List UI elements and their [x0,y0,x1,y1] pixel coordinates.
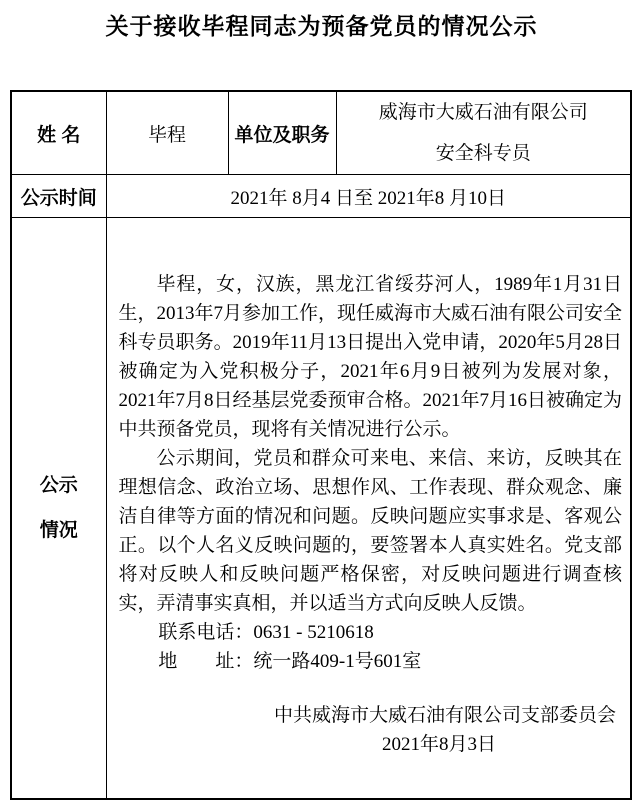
date-line: 2021年8月3日 [381,734,496,755]
unit-value [336,91,631,175]
notice-table [10,90,632,800]
detail-label-line1: 公示 [39,474,78,496]
unit-value-line1: 威海市大威石油有限公司 [378,102,588,123]
period-value: 2021年 8月4 日至 2021年8 月10日 [106,175,631,218]
document-title: 关于接收毕程同志为预备党员的情况公示 [105,14,538,39]
name-label: 姓 名 [11,91,106,175]
address-line: 地 址：统一路409-1号601室 [158,651,422,672]
contact-phone-line: 联系电话：0631 - 5210618 [158,622,374,643]
name-value: 毕程 [106,91,228,175]
period-label: 公示时间 [11,175,106,218]
detail-paragraph-2: 公示期间，党员和群众可来电、来信、来访，反映其在理想信念、政治立场、思想作风、工作表现、群众观念、廉洁自律等方面的情况和问题。反映问题应实事求是、客观公正。以个人名义反映问题的，要签署本人真实姓名。党支部将对反映人和反映问题严格保密，对反映问题进行调查核实，弄清事实真相，并以适当方式向反映人反馈。 [118,448,622,614]
detail-paragraph-1: 毕程，女，汉族，黑龙江省绥芬河人，1989年1月31日生，2013年7月参加工作，现任威海市大威石油有限公司安全科专员职务。2019年11月13日提出入党申请，2020年5月28日被确定为入党积极分子，2021年6月9日被列为发展对象，2021年7月8日经基层党委预审合格。2021年7月16日被确定为中共预备党员，现将有关情况进行公示。 [118,274,623,440]
detail-label-line2: 情况 [39,519,78,541]
detail-label [11,218,106,799]
unit-value-line2: 安全科专员 [435,143,531,164]
row-period [11,175,631,218]
row-detail [11,218,631,799]
detail-content [106,218,631,799]
signature-line: 中共威海市大威石油有限公司支部委员会 [273,705,616,726]
row-name-unit [11,91,631,175]
unit-label: 单位及职务 [228,91,336,175]
